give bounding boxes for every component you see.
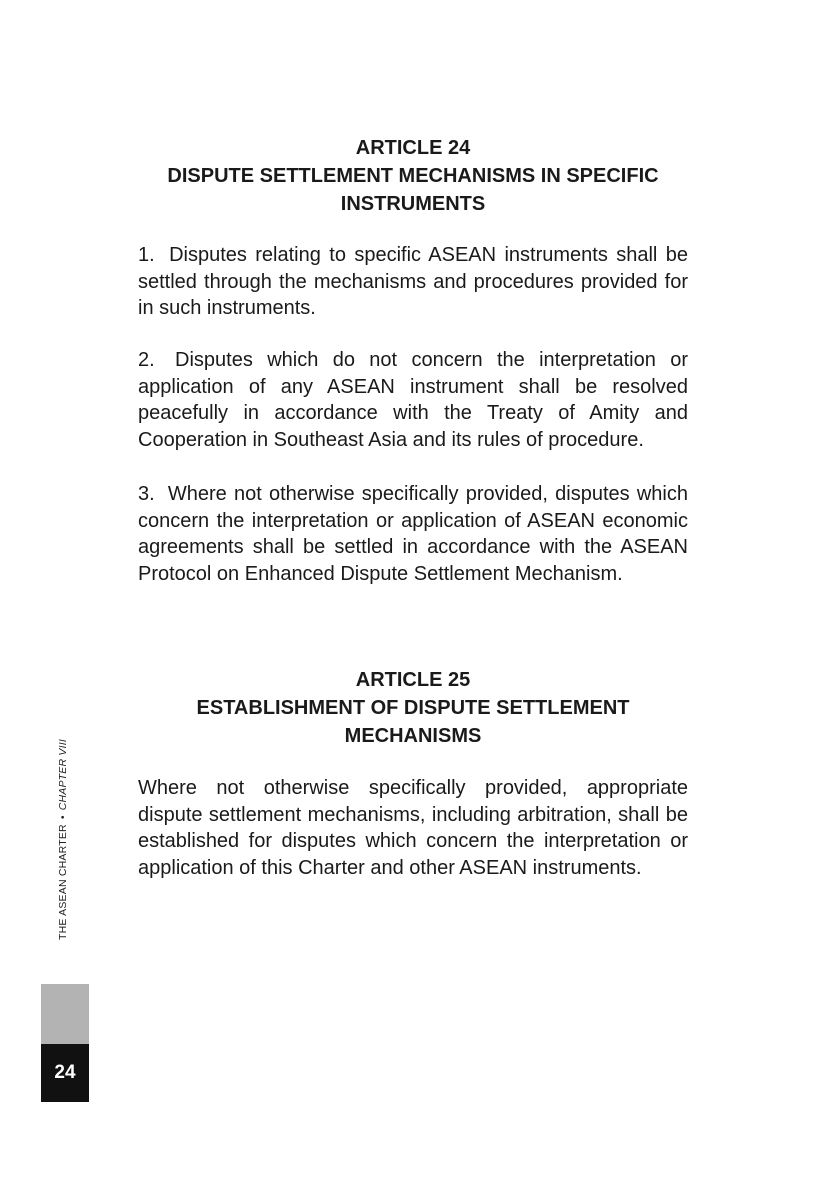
running-head-separator: • xyxy=(57,815,69,820)
article-24-paragraph-2 xyxy=(138,347,688,453)
article-24-number: ARTICLE 24 xyxy=(355,137,471,159)
paragraph-text: Disputes which do not concern the interpretation or application of any ASEAN instrument shall be resolved peacefully in accordance with the Treaty of Amity and Cooperation in Southeast Asia and its rules of procedure. xyxy=(138,349,688,451)
page-number: 24 xyxy=(54,1062,76,1083)
page-number-box xyxy=(41,1044,89,1102)
article-25-title-line2: MECHANISMS xyxy=(344,725,482,747)
article-24-title-line1: DISPUTE SETTLEMENT MECHANISMS IN SPECIFIC xyxy=(167,165,659,187)
article-25-heading xyxy=(138,666,688,750)
paragraph-text: Where not otherwise specifically provided, appropriate dispute settlement mechanisms, including arbitration, shall be established for disputes which concern the interpretation or application of this Charter and other ASEAN instruments. xyxy=(138,777,688,879)
paragraph-text: Disputes relating to specific ASEAN instruments shall be settled through the mechanisms and procedures provided for in such instruments. xyxy=(138,244,688,319)
article-24-paragraph-3 xyxy=(138,481,688,587)
article-25-paragraph xyxy=(138,775,688,881)
running-head-title: THE ASEAN CHARTER xyxy=(57,824,69,940)
paragraph-text: Where not otherwise specifically provided, disputes which concern the interpretation or application of ASEAN economic agreements shall be settled in accordance with the ASEAN Protocol on Enhanced Dispute Settlement Mechanism. xyxy=(138,483,688,585)
article-25-title-line1: ESTABLISHMENT OF DISPUTE SETTLEMENT xyxy=(196,697,630,719)
article-24-heading xyxy=(138,134,688,218)
paragraph-number: 3. xyxy=(138,483,155,505)
running-head-chapter: CHAPTER VIII xyxy=(57,739,69,811)
article-24-title-line2: INSTRUMENTS xyxy=(340,193,486,215)
article-25-number: ARTICLE 25 xyxy=(355,669,471,691)
running-head xyxy=(57,739,69,940)
paragraph-number: 2. xyxy=(138,349,155,371)
paragraph-number: 1. xyxy=(138,244,155,266)
article-24-paragraph-1 xyxy=(138,242,688,322)
chapter-tab xyxy=(41,984,89,1044)
